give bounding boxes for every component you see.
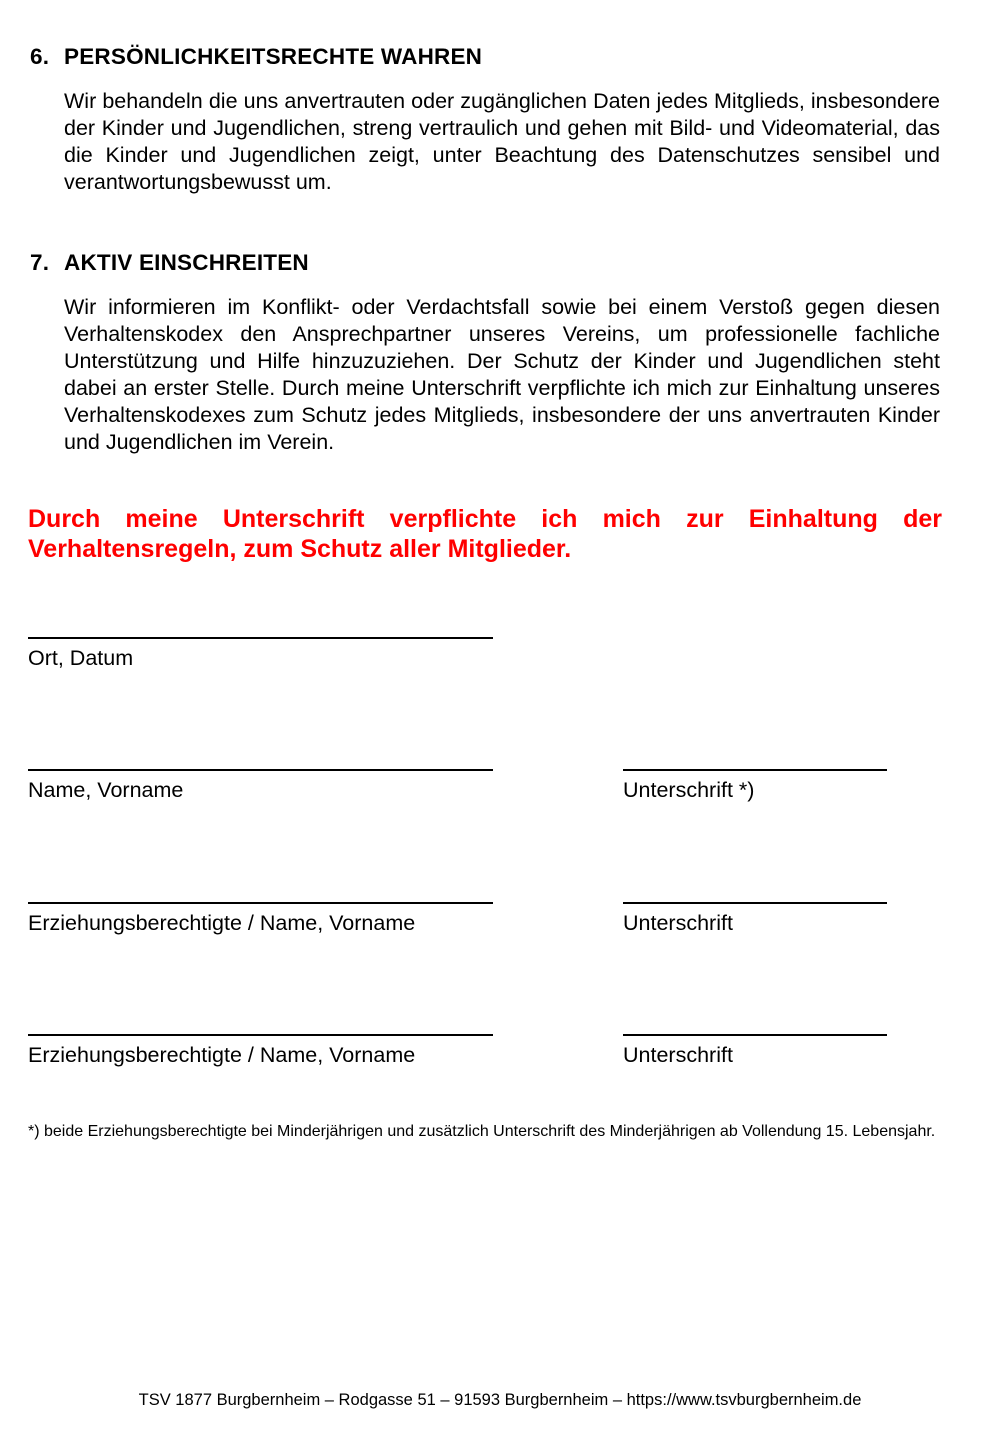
signature-label: Erziehungsberechtigte / Name, Vorname (28, 1043, 416, 1067)
section-7-heading (30, 250, 309, 276)
section-title: PERSÖNLICHKEITSRECHTE WAHREN (64, 44, 483, 69)
signature-line (28, 637, 493, 639)
section-title: AKTIV EINSCHREITEN (64, 250, 309, 275)
signature-label: Name, Vorname (28, 778, 184, 802)
page-footer: TSV 1877 Burgbernheim – Rodgasse 51 – 91593 Burgbernheim – https://www.tsvburgbernheim.de (138, 1391, 862, 1409)
signature-label: Erziehungsberechtigte / Name, Vorname (28, 911, 416, 935)
section-6-body: Wir behandeln die uns anvertrauten oder zugänglichen Daten jedes Mitglieds, insbesondere der Kinder und Jugendlichen, streng vertraulich und gehen mit Bild- und Videomaterial, das die Kinder und Jugendlichen zeigt, unter Beachtung des Datenschutzes sensibel und verantwortungsbewusst um. (64, 89, 940, 194)
signature-line (28, 769, 493, 771)
signature-label: Unterschrift (623, 911, 733, 935)
section-6-heading (30, 44, 482, 70)
signature-line (623, 1034, 887, 1036)
signature-line (28, 902, 493, 904)
signature-label: Unterschrift *) (623, 778, 755, 802)
signature-line (623, 902, 887, 904)
section-7-body: Wir informieren im Konflikt- oder Verdachtsfall sowie bei einem Verstoß gegen diesen Verhaltenskodex den Ansprechpartner unseres Vereins, um professionelle fachliche Unterstützung und Hilfe hinzuzuziehen. Der Schutz der Kinder und Jugendlichen steht dabei an erster Stelle. Durch meine Unterschrift verpflichte ich mich zur Einhaltung unseres Verhaltenskodexes zum Schutz jedes Mitglieds, insbesondere der uns anvertrauten Kinder und Jugendlichen im Verein. (64, 295, 940, 454)
signature-line (623, 769, 887, 771)
footnote: *) beide Erziehungsberechtigte bei Minderjährigen und zusätzlich Unterschrift des Minderjährigen ab Vollendung 15. Lebensjahr. (28, 1123, 936, 1140)
declaration-text: Durch meine Unterschrift verpflichte ich mich zur Einhaltung der Verhaltensregeln, zum Schutz aller Mitglieder. (28, 505, 942, 563)
signature-line (28, 1034, 493, 1036)
signature-label: Ort, Datum (28, 646, 134, 670)
section-number: 7. (30, 250, 50, 275)
section-number: 6. (30, 44, 50, 69)
signature-label: Unterschrift (623, 1043, 733, 1067)
